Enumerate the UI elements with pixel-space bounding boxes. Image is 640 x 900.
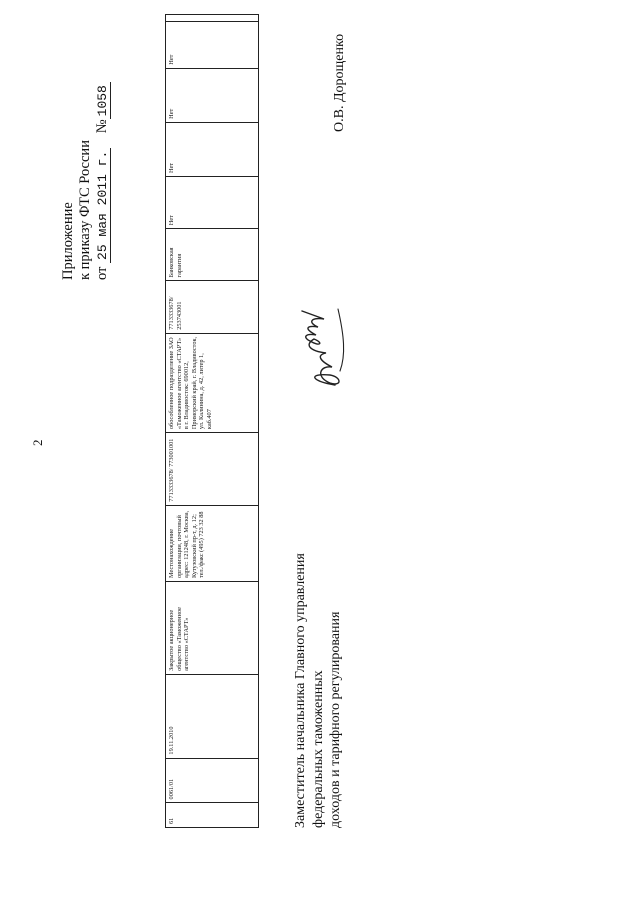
signer-line-1: Заместитель начальника Главного управления [293,553,308,828]
date-month: мая [95,213,110,237]
appendix-title: Приложение [60,202,76,280]
table-cell-organization-name: Закрытое акционерное общество «Таможенное агентство «СТАРТ» [166,581,258,674]
appendix-order-ref: к приказу ФТС России [77,140,93,280]
table-cell-no-4: Нет [166,21,258,68]
table-cell-empty [166,15,258,21]
table-cell-branch-inn-kpp: 7713333678/ 253743001 [166,280,258,332]
table-cell-address: Местонахождение организации, почтовый адрес: 121248, г. Москва, Кутузовский пр-т, д. 12; тел./факс (495) 723 32 88 [166,505,258,581]
date-suffix: г. [95,150,110,167]
table-cell-row-number: 61 [166,802,258,827]
registry-table [165,14,259,828]
date-prefix: от [94,266,110,280]
table-cell-no-1: Нет [166,176,258,228]
table-cell-registry-number: 0061/01 [166,758,258,803]
signer-line-2: федеральных таможенных [310,670,326,828]
number-prefix: № [94,119,110,134]
table-cell-no-2: Нет [166,122,258,176]
signer-name: О.В. Дорощенко [332,33,347,132]
date-day: 25 [95,244,110,260]
page-number: 2 [30,439,45,446]
signer-position [292,468,345,828]
signer-line-3: доходов и тарифного регулирования [328,611,343,828]
date-year: 2011 [95,174,110,206]
appendix-date-number [94,20,111,280]
table-cell-date: 19.11.2010 [166,674,258,758]
order-date [95,148,111,263]
table-cell-guarantee: Банковская гарантия [166,228,258,280]
table-cell-no-3: Нет [166,68,258,122]
order-number: 1058 [95,82,111,119]
appendix-header [60,20,111,280]
table-cell-branch: обособленное подразделение ЗАО «Таможенное агентство «СТАРТ» в г. Владивосток: 690012, Приморский край, г. Владивосток, ул. Калинина, д. 42, литер 1, каб.407 [166,333,258,432]
table-cell-inn-kpp: 7713333678/ 773001001 [166,432,258,505]
handwritten-signature [280,305,360,395]
